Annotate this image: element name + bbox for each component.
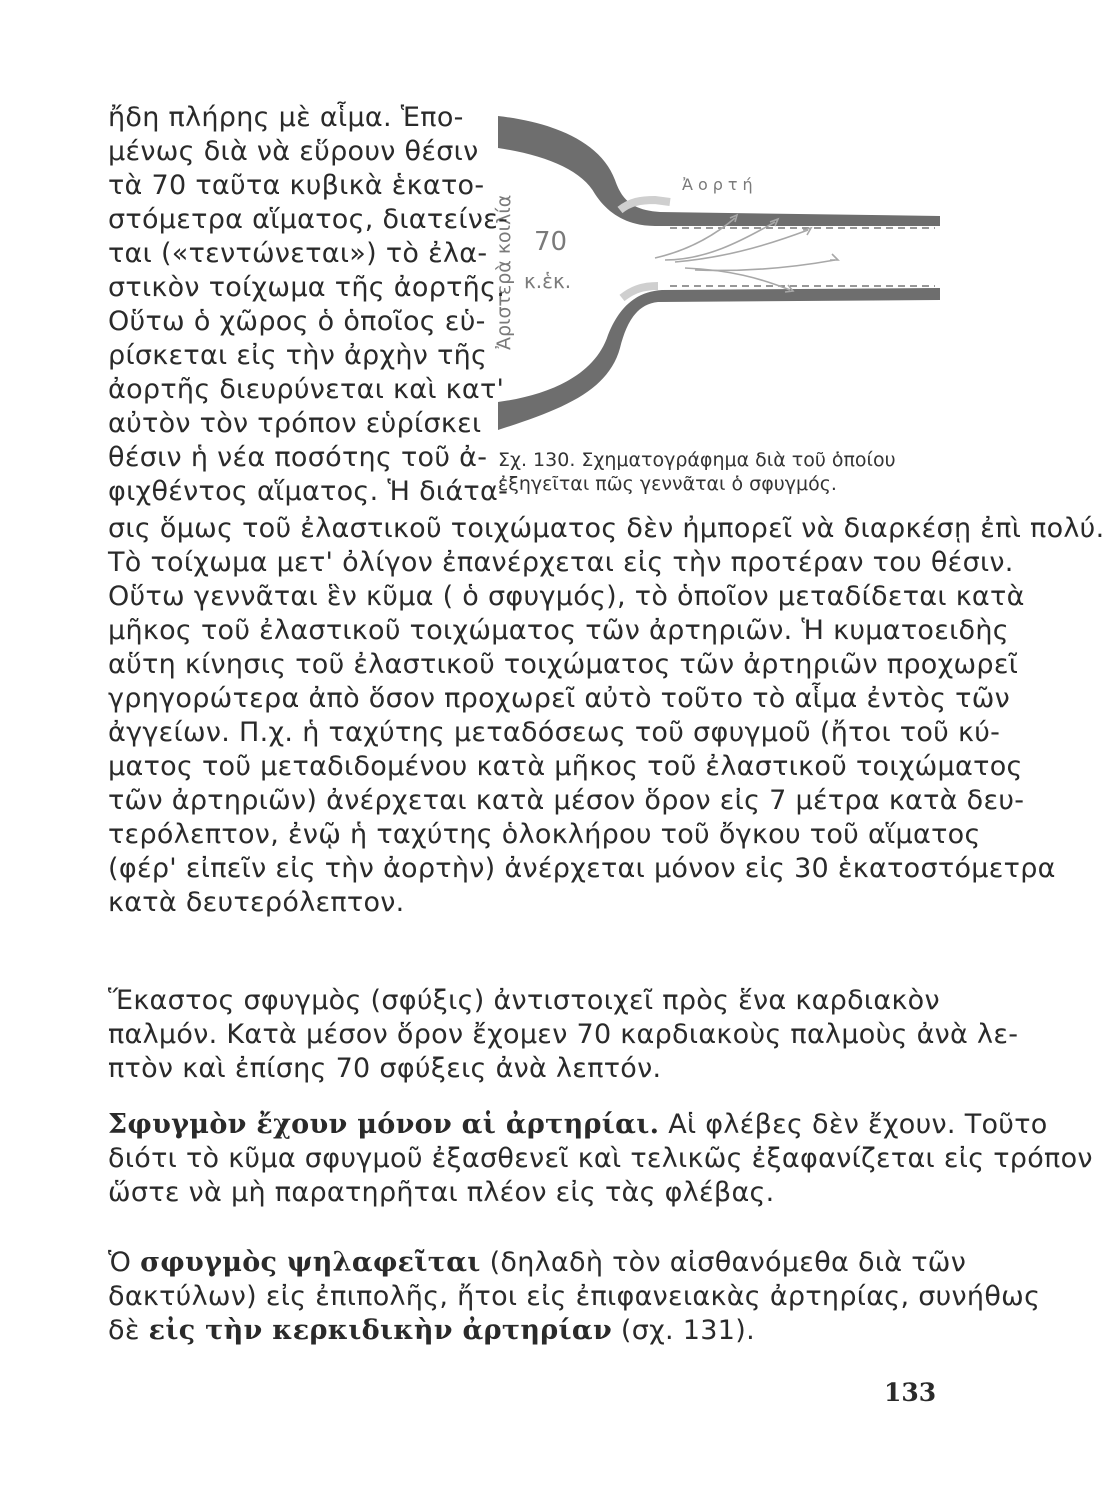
figure-caption — [498, 448, 896, 496]
aorta-diagram-svg — [490, 110, 940, 440]
label-volume-unit: κ.ἑκ. — [524, 269, 572, 293]
text-line: Ἕκαστος σφυγμὸς (σφύξις) ἀντιστοιχεῖ πρὸς ἕνα καρδιακὸν — [108, 985, 940, 1016]
text-line — [108, 1246, 966, 1280]
text-line: στικὸν τοίχωμα τῆς ἀορτῆς. — [108, 272, 506, 303]
blood-flow-arrows — [655, 215, 838, 292]
text-run: Ὁ — [108, 1247, 141, 1278]
text-line — [108, 1314, 755, 1348]
text-line: μῆκος τοῦ ἐλαστικοῦ τοιχώματος τῶν ἀρτηριῶν. Ἡ κυματοειδὴς — [108, 615, 1009, 646]
text-line: Τὸ τοίχωμα μετ' ὀλίγον ἐπανέρχεται εἰς τὴν προτέραν του θέσιν. — [108, 547, 1014, 578]
text-line: Οὕτω γεννᾶται ἓν κῦμα ( ὁ σφυγμός), τὸ ὁποῖον μεταδίδεται κατὰ — [108, 581, 1025, 612]
text-run: (σχ. 131). — [612, 1315, 755, 1346]
text-run: (δηλαδὴ τὸν αἰσθανόμεθα διὰ τῶν — [480, 1247, 967, 1278]
text-line: τῶν ἀρτηριῶν) ἀνέρχεται κατὰ μέσον ὅρον εἰς 7 μέτρα κατὰ δευ- — [108, 785, 1025, 816]
bold-term: εἰς τὴν κερκιδικὴν ἀρτηρίαν — [148, 1315, 613, 1346]
text-run: δὲ — [108, 1315, 149, 1346]
text-line: ται («τεντώνεται») τὸ ἐλα- — [108, 238, 488, 269]
caption-line-2: ἐξηγεῖται πῶς γεννᾶται ὁ σφυγμός. — [498, 473, 837, 495]
text-line: δακτύλων) εἰς ἐπιπολῆς, ἤτοι εἰς ἐπιφανειακὰς ἀρτηρίας, συνήθως — [108, 1281, 1041, 1312]
ventricle-upper-wall — [498, 116, 940, 226]
page-number: 133 — [884, 1378, 937, 1407]
text-line: μένως διὰ νὰ εὕρουν θέσιν — [108, 136, 479, 167]
text-line: τὰ 70 ταῦτα κυβικὰ ἑκατο- — [108, 170, 485, 201]
text-line: Οὕτω ὁ χῶρος ὁ ὁποῖος εὑ- — [108, 306, 486, 337]
caption-line-1: Σχ. 130. Σχηματογράφημα διὰ τοῦ ὁποίου — [498, 449, 896, 471]
text-line: παλμόν. Κατὰ μέσον ὅρον ἔχομεν 70 καρδιακοὺς παλμοὺς ἀνὰ λε- — [108, 1019, 1019, 1050]
text-line: (φέρ' εἰπεῖν εἰς τὴν ἀορτὴν) ἀνέρχεται μόνον εἰς 30 ἑκατοστόμετρα — [108, 853, 1056, 884]
label-volume-number: 70 — [534, 227, 568, 257]
text-line — [108, 1108, 1048, 1142]
text-line: στόμετρα αἵματος, διατείνε- — [108, 204, 509, 235]
text-line: κατὰ δευτερόλεπτον. — [108, 887, 405, 918]
text-line: ἀορτῆς διευρύνεται καὶ κατ' — [108, 374, 505, 405]
label-aorta: Ἀορτή — [682, 175, 758, 194]
text-line: πτὸν καὶ ἐπίσης 70 σφύξεις ἀνὰ λεπτόν. — [108, 1053, 662, 1084]
text-line: ὥστε νὰ μὴ παρατηρῆται πλέον εἰς τὰς φλέβας. — [108, 1177, 775, 1208]
label-left-ventricle: Ἀριστερὰ κοιλία — [493, 194, 515, 350]
text-line: διότι τὸ κῦμα σφυγμοῦ ἐξασθενεῖ καὶ τελικῶς ἐξαφανίζεται εἰς τρόπον — [108, 1143, 1093, 1174]
bold-heading: Σφυγμὸν ἔχουν μόνον αἱ ἀρτηρίαι. — [108, 1109, 660, 1140]
text-line: θέσιν ἡ νέα ποσότης τοῦ ἀ- — [108, 442, 488, 473]
ventricle-lower-wall — [498, 288, 940, 430]
text-line: αὐτὸν τὸν τρόπον εὑρίσκει — [108, 408, 482, 439]
text-line: γρηγορώτερα ἀπὸ ὅσον προχωρεῖ αὐτὸ τοῦτο τὸ αἷμα ἐντὸς τῶν — [108, 683, 1010, 714]
bold-term: σφυγμὸς ψηλαφεῖται — [140, 1247, 481, 1278]
aorta-diagram — [490, 110, 940, 440]
text-line: φιχθέντος αἵματος. Ἡ διάτα- — [108, 476, 509, 507]
text-line: σις ὅμως τοῦ ἐλαστικοῦ τοιχώματος δὲν ἠμπορεῖ νὰ διαρκέσῃ ἐπὶ πολύ. — [108, 513, 1105, 544]
text-line: τερόλεπτον, ἐνῷ ἡ ταχύτης ὁλοκλήρου τοῦ ὄγκου τοῦ αἵματος — [108, 819, 981, 850]
text-line: ματος τοῦ μεταδιδομένου κατὰ μῆκος τοῦ ἐλαστικοῦ τοιχώματος — [108, 751, 1023, 782]
text-line: αὕτη κίνησις τοῦ ἐλαστικοῦ τοιχώματος τῶν ἀρτηριῶν προχωρεῖ — [108, 649, 1019, 680]
text-line: ρίσκεται εἰς τὴν ἀρχὴν τῆς — [108, 340, 488, 371]
text-line: ἤδη πλήρης μὲ αἷμα. Ἑπο- — [108, 102, 464, 133]
text-line: ἀγγείων. Π.χ. ἡ ταχύτης μεταδόσεως τοῦ σφυγμοῦ (ἤτοι τοῦ κύ- — [108, 717, 1001, 748]
text-run: Αἱ φλέβες δὲν ἔχουν. Τοῦτο — [659, 1109, 1048, 1140]
